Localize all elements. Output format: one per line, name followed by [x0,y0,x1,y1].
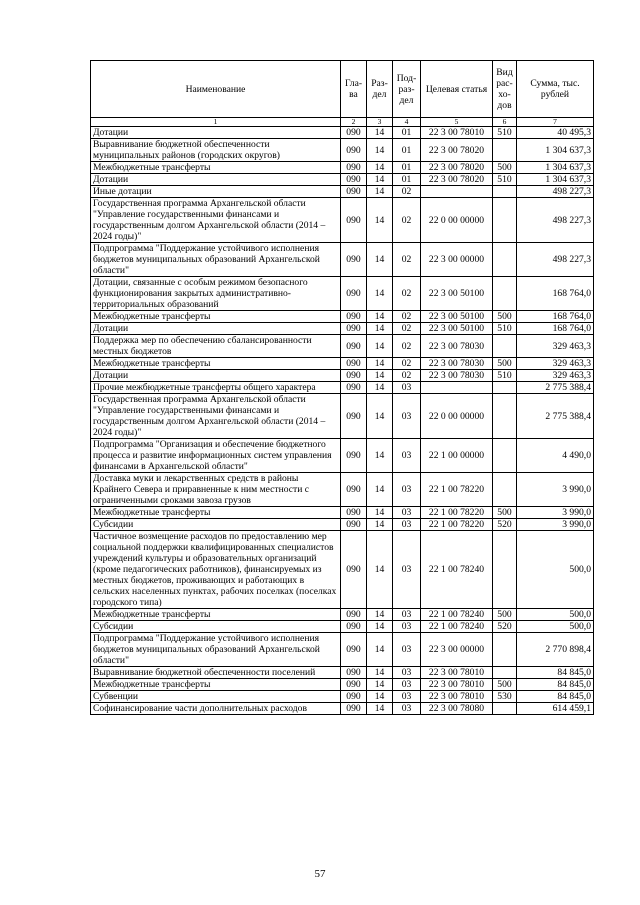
cell-vid: 500 [493,679,517,691]
header-name: Наименование [91,61,341,118]
cell-razdel: 14 [367,335,393,358]
table-row [91,139,594,162]
cell-vid [493,667,517,679]
cell-glava: 090 [341,519,367,531]
cell-glava: 090 [341,243,367,277]
table-row [91,198,594,243]
cell-vid [493,186,517,198]
cell-glava: 090 [341,621,367,633]
table-row [91,162,594,174]
cell-summa: 329 463,3 [517,370,594,382]
cell-statya: 22 1 00 78220 [421,507,493,519]
cell-podrazdel: 02 [393,243,421,277]
column-number: 3 [367,118,393,127]
cell-statya: 22 3 00 78030 [421,358,493,370]
cell-summa: 498 227,3 [517,243,594,277]
cell-summa: 3 990,0 [517,519,594,531]
cell-summa: 500,0 [517,609,594,621]
cell-name: Выравнивание бюджетной обеспеченности поселений [91,667,341,679]
cell-glava: 090 [341,439,367,473]
cell-statya: 22 3 00 78020 [421,162,493,174]
cell-vid [493,394,517,439]
column-number: 5 [421,118,493,127]
cell-vid: 500 [493,609,517,621]
cell-name: Подпрограмма "Поддержание устойчивого исполнения бюджетов муниципальных образований Архангельской области" [91,243,341,277]
cell-glava: 090 [341,531,367,609]
cell-razdel: 14 [367,667,393,679]
column-number: 4 [393,118,421,127]
cell-podrazdel: 03 [393,691,421,703]
cell-podrazdel: 03 [393,621,421,633]
cell-glava: 090 [341,633,367,667]
cell-statya: 22 1 00 00000 [421,439,493,473]
header-statya: Целевая статья [421,61,493,118]
cell-glava: 090 [341,703,367,715]
cell-razdel: 14 [367,531,393,609]
cell-podrazdel: 03 [393,382,421,394]
cell-summa: 1 304 637,3 [517,139,594,162]
table-row [91,277,594,311]
cell-podrazdel: 03 [393,679,421,691]
cell-summa: 3 990,0 [517,507,594,519]
cell-razdel: 14 [367,439,393,473]
table-row [91,174,594,186]
cell-vid [493,439,517,473]
cell-name: Субвенции [91,691,341,703]
cell-summa: 2 770 898,4 [517,633,594,667]
cell-statya: 22 1 00 78240 [421,621,493,633]
cell-name: Поддержка мер по обеспечению сбалансированности местных бюджетов [91,335,341,358]
column-number-row [91,118,594,127]
table-row [91,667,594,679]
cell-podrazdel: 02 [393,277,421,311]
cell-vid: 510 [493,370,517,382]
cell-glava: 090 [341,394,367,439]
cell-razdel: 14 [367,679,393,691]
cell-vid [493,198,517,243]
column-number: 1 [91,118,341,127]
cell-statya: 22 3 00 00000 [421,633,493,667]
cell-podrazdel: 01 [393,174,421,186]
cell-vid: 520 [493,621,517,633]
cell-glava: 090 [341,473,367,507]
cell-razdel: 14 [367,174,393,186]
cell-name: Дотации [91,174,341,186]
cell-statya: 22 3 00 78010 [421,667,493,679]
cell-statya [421,186,493,198]
cell-razdel: 14 [367,277,393,311]
cell-name: Субсидии [91,519,341,531]
cell-vid: 520 [493,519,517,531]
cell-podrazdel: 03 [393,531,421,609]
cell-glava: 090 [341,679,367,691]
table-row [91,311,594,323]
header-summa: Сумма, тыс. рублей [517,61,594,118]
cell-name: Межбюджетные трансферты [91,679,341,691]
cell-razdel: 14 [367,633,393,667]
cell-podrazdel: 02 [393,370,421,382]
table-row [91,621,594,633]
cell-vid: 500 [493,162,517,174]
cell-razdel: 14 [367,243,393,277]
cell-glava: 090 [341,335,367,358]
table-row [91,186,594,198]
cell-razdel: 14 [367,382,393,394]
cell-summa: 2 775 388,4 [517,382,594,394]
cell-summa: 84 845,0 [517,691,594,703]
cell-glava: 090 [341,174,367,186]
cell-podrazdel: 01 [393,162,421,174]
cell-vid: 500 [493,507,517,519]
table-row [91,703,594,715]
cell-statya: 22 3 00 50100 [421,323,493,335]
cell-podrazdel: 01 [393,139,421,162]
cell-razdel: 14 [367,394,393,439]
cell-podrazdel: 03 [393,633,421,667]
cell-glava: 090 [341,507,367,519]
cell-glava: 090 [341,186,367,198]
cell-summa: 614 459,1 [517,703,594,715]
column-number: 7 [517,118,594,127]
cell-razdel: 14 [367,323,393,335]
cell-vid [493,277,517,311]
cell-podrazdel: 03 [393,609,421,621]
table-row [91,633,594,667]
cell-summa: 84 845,0 [517,667,594,679]
cell-vid [493,243,517,277]
cell-podrazdel: 02 [393,358,421,370]
cell-statya: 22 3 00 78010 [421,679,493,691]
table-header [91,61,594,127]
cell-glava: 090 [341,198,367,243]
cell-statya: 22 3 00 50100 [421,311,493,323]
cell-glava: 090 [341,277,367,311]
table-row [91,473,594,507]
table-row [91,335,594,358]
cell-summa: 40 495,3 [517,127,594,139]
column-number: 6 [493,118,517,127]
table-row [91,691,594,703]
cell-razdel: 14 [367,621,393,633]
cell-summa: 3 990,0 [517,473,594,507]
cell-razdel: 14 [367,127,393,139]
cell-statya: 22 3 00 78080 [421,703,493,715]
table-row [91,323,594,335]
cell-podrazdel: 03 [393,439,421,473]
cell-summa: 500,0 [517,621,594,633]
cell-name: Иные дотации [91,186,341,198]
table-row [91,507,594,519]
cell-glava: 090 [341,691,367,703]
cell-podrazdel: 03 [393,519,421,531]
cell-podrazdel: 03 [393,473,421,507]
cell-glava: 090 [341,667,367,679]
cell-glava: 090 [341,358,367,370]
cell-razdel: 14 [367,198,393,243]
cell-name: Государственная программа Архангельской области "Управление государственными финансами и государственным долгом Архангельской области (2014 – 2024 годы)" [91,394,341,439]
header-razdel: Раз-дел [367,61,393,118]
cell-razdel: 14 [367,609,393,621]
cell-vid: 510 [493,323,517,335]
cell-name: Дотации [91,370,341,382]
table-row [91,531,594,609]
cell-name: Подпрограмма "Организация и обеспечение бюджетного процесса и развитие информационных систем управления финансами в Архангельской области" [91,439,341,473]
cell-podrazdel: 03 [393,703,421,715]
cell-summa: 168 764,0 [517,277,594,311]
cell-vid [493,382,517,394]
cell-name: Софинансирование части дополнительных расходов [91,703,341,715]
cell-name: Прочие межбюджетные трансферты общего характера [91,382,341,394]
table-row [91,243,594,277]
cell-name: Подпрограмма "Поддержание устойчивого исполнения бюджетов муниципальных образований Архангельской области" [91,633,341,667]
cell-name: Выравнивание бюджетной обеспеченности муниципальных районов (городских округов) [91,139,341,162]
cell-summa: 1 304 637,3 [517,174,594,186]
cell-razdel: 14 [367,186,393,198]
page-number: 57 [314,868,326,880]
table-row [91,370,594,382]
header-vid: Вид рас-хо-дов [493,61,517,118]
cell-name: Межбюджетные трансферты [91,162,341,174]
cell-statya: 22 1 00 78220 [421,473,493,507]
cell-name: Межбюджетные трансферты [91,609,341,621]
cell-name: Межбюджетные трансферты [91,507,341,519]
cell-razdel: 14 [367,507,393,519]
cell-vid: 530 [493,691,517,703]
cell-podrazdel: 02 [393,186,421,198]
cell-summa: 329 463,3 [517,358,594,370]
header-podrazdel: Под-раз-дел [393,61,421,118]
cell-summa: 4 490,0 [517,439,594,473]
table-row [91,609,594,621]
cell-name: Дотации, связанные с особым режимом безопасного функционирования закрытых административно-территориальных образований [91,277,341,311]
header-row [91,61,594,118]
cell-statya: 22 1 00 78240 [421,609,493,621]
cell-statya: 22 3 00 78010 [421,691,493,703]
cell-podrazdel: 01 [393,127,421,139]
table-body [91,127,594,715]
cell-glava: 090 [341,609,367,621]
cell-razdel: 14 [367,703,393,715]
table-row [91,382,594,394]
cell-vid: 500 [493,311,517,323]
cell-vid [493,531,517,609]
cell-statya: 22 0 00 00000 [421,394,493,439]
table-row [91,679,594,691]
table-row [91,127,594,139]
cell-name: Межбюджетные трансферты [91,358,341,370]
cell-razdel: 14 [367,139,393,162]
cell-vid [493,633,517,667]
cell-razdel: 14 [367,370,393,382]
cell-razdel: 14 [367,473,393,507]
cell-statya: 22 0 00 00000 [421,198,493,243]
cell-vid: 500 [493,358,517,370]
cell-summa: 329 463,3 [517,335,594,358]
cell-statya: 22 3 00 78010 [421,127,493,139]
cell-vid [493,335,517,358]
table-row [91,394,594,439]
cell-statya: 22 3 00 78020 [421,174,493,186]
cell-podrazdel: 03 [393,507,421,519]
cell-vid: 510 [493,127,517,139]
cell-glava: 090 [341,162,367,174]
cell-vid [493,139,517,162]
cell-razdel: 14 [367,162,393,174]
cell-razdel: 14 [367,691,393,703]
cell-statya [421,382,493,394]
cell-glava: 090 [341,323,367,335]
column-number: 2 [341,118,367,127]
cell-vid: 510 [493,174,517,186]
cell-podrazdel: 02 [393,198,421,243]
cell-statya: 22 1 00 78240 [421,531,493,609]
cell-glava: 090 [341,370,367,382]
cell-summa: 500,0 [517,531,594,609]
cell-summa: 84 845,0 [517,679,594,691]
cell-vid [493,703,517,715]
cell-summa: 168 764,0 [517,311,594,323]
cell-podrazdel: 03 [393,667,421,679]
cell-statya: 22 3 00 78030 [421,370,493,382]
cell-razdel: 14 [367,311,393,323]
cell-statya: 22 1 00 78220 [421,519,493,531]
table-row [91,439,594,473]
cell-podrazdel: 02 [393,335,421,358]
cell-statya: 22 3 00 78030 [421,335,493,358]
cell-name: Дотации [91,323,341,335]
cell-razdel: 14 [367,358,393,370]
cell-summa: 2 775 388,4 [517,394,594,439]
cell-name: Межбюджетные трансферты [91,311,341,323]
cell-name: Доставка муки и лекарственных средств в районы Крайнего Севера и приравненные к ним местности с ограниченными сроками завоза грузов [91,473,341,507]
cell-summa: 1 304 637,3 [517,162,594,174]
cell-name: Государственная программа Архангельской области "Управление государственными финансами и государственным долгом Архангельской области (2014 – 2024 годы)" [91,198,341,243]
cell-summa: 168 764,0 [517,323,594,335]
cell-name: Субсидии [91,621,341,633]
cell-glava: 090 [341,311,367,323]
cell-glava: 090 [341,382,367,394]
cell-podrazdel: 02 [393,311,421,323]
header-glava: Гла-ва [341,61,367,118]
cell-summa: 498 227,3 [517,186,594,198]
cell-statya: 22 3 00 00000 [421,243,493,277]
cell-name: Дотации [91,127,341,139]
cell-name: Частичное возмещение расходов по предоставлению мер социальной поддержки квалифицированных специалистов учреждений культуры и образовательных организаций (кроме педагогических работников), финансируемых из местных бюджетов, проживающих и работающих в сельских населенных пунктах, рабочих поселках (поселках городского типа) [91,531,341,609]
cell-razdel: 14 [367,519,393,531]
cell-statya: 22 3 00 78020 [421,139,493,162]
cell-statya: 22 3 00 50100 [421,277,493,311]
cell-summa: 498 227,3 [517,198,594,243]
cell-vid [493,473,517,507]
table-row [91,519,594,531]
cell-glava: 090 [341,127,367,139]
cell-podrazdel: 03 [393,394,421,439]
budget-table [90,60,594,715]
cell-podrazdel: 02 [393,323,421,335]
table-row [91,358,594,370]
cell-glava: 090 [341,139,367,162]
